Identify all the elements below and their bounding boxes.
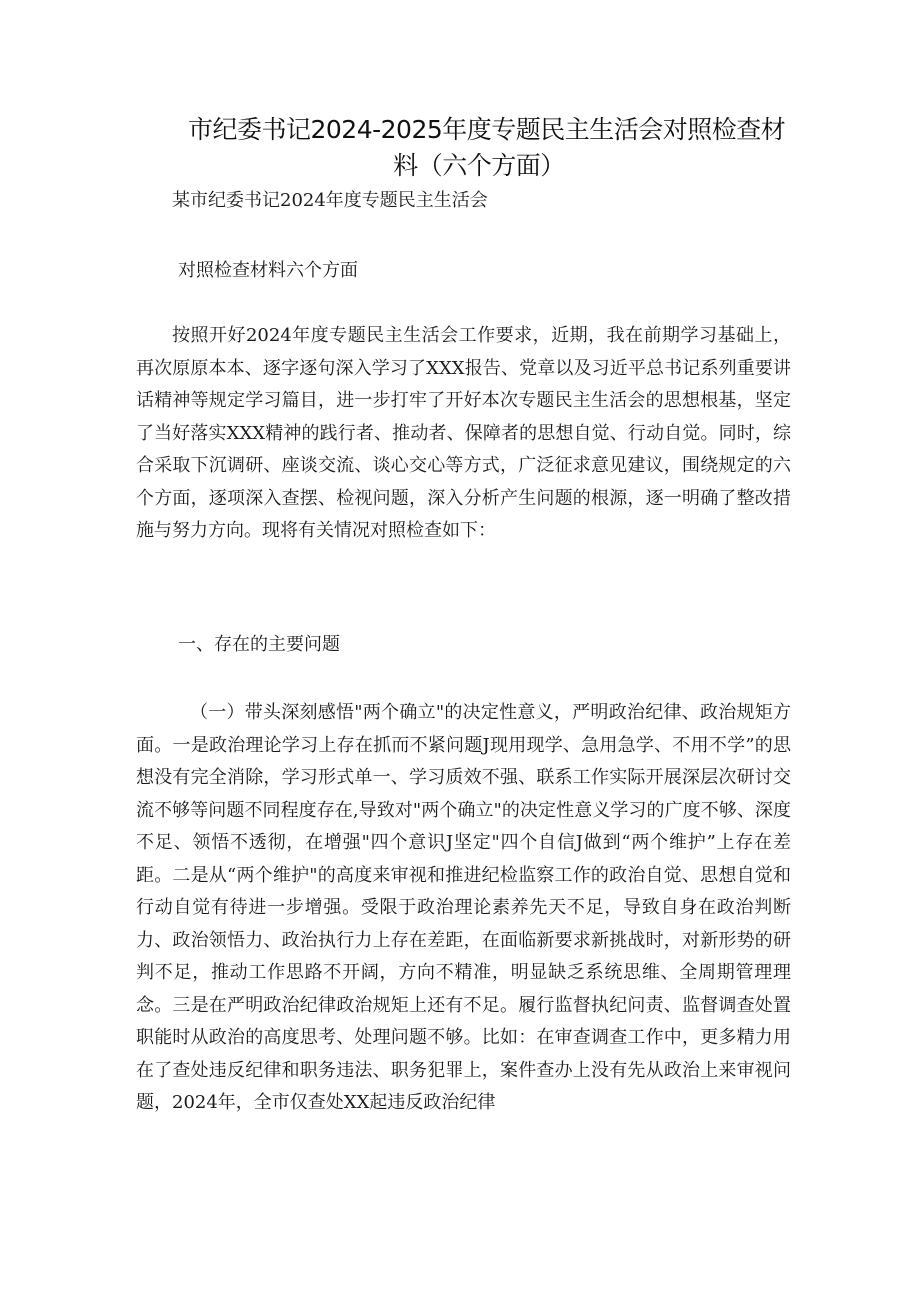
document-title-line-2: 料（六个方面） <box>393 151 565 180</box>
intro-paragraph: 按照开好2024年度专题民主生活会工作要求，近期，我在前期学习基础上，再次原原本本、逐字逐句深入学习了XXX报告、党章以及习近平总书记系列重要讲话精神等规定学习篇目，进一步打牢了开好本次专题民主生活会的思想根基，坚定了当好落实XXX精神的践行者、推动者、保障者的思想自觉、行动自觉。同时，综合采取下沉调研、座谈交流、谈心交心等方式，广泛征求意见建议，围绕规定的六个方面，逐项深入查摆、检视问题，深入分析产生问题的根源，逐一明确了整改措施与努力方向。现将有关情况对照检查如下： <box>136 325 791 541</box>
document-subtitle-2: 对照检查材料六个方面 <box>178 260 358 281</box>
section-heading-problems: 一、存在的主要问题 <box>178 634 340 655</box>
document-title-line-1: 市纪委书记2024-2025年度专题民主生活会对照检查材 <box>188 115 786 144</box>
problem-paragraph-1: （一）带头深刻感悟"两个确立"的决定性意义，严明政治纪律、政治规矩方面。一是政治理论学习上存在抓而不紧问题J现用现学、急用急学、不用不学”的思想没有完全消除，学习形式单一、学习质效不强、联系工作实际开展深层次研讨交流不够等问题不同程度存在,导致对"两个确立"的决定性意义学习的广度不够、深度不足、领悟不透彻，在增强"四个意识J坚定"四个自信J做到“两个维护”上存在差距。二是从“两个维护"的高度来审视和推进纪检监察工作的政治自觉、思想自觉和行动自觉有待进一步增强。受限于政治理论素养先天不足，导致自身在政治判断力、政治领悟力、政治执行力上存在差距，在面临新要求新挑战时，对新形势的研判不足，推动工作思路不开阔，方向不精准，明显缺乏系统思维、全周期管理理念。三是在严明政治纪律政治规矩上还有不足。履行监督执纪问责、监督调查处置职能时从政治的高度思考、处理问题不够。比如：在审查调查工作中，更多精力用在了查处违反纪律和职务违法、职务犯罪上，案件查办上没有先从政治上来审视问题，2024年，全市仅查处XX起违反政治纪律 <box>136 702 791 1113</box>
document-subtitle: 某市纪委书记2024年度专题民主生活会 <box>172 190 488 211</box>
document-title <box>188 112 788 184</box>
